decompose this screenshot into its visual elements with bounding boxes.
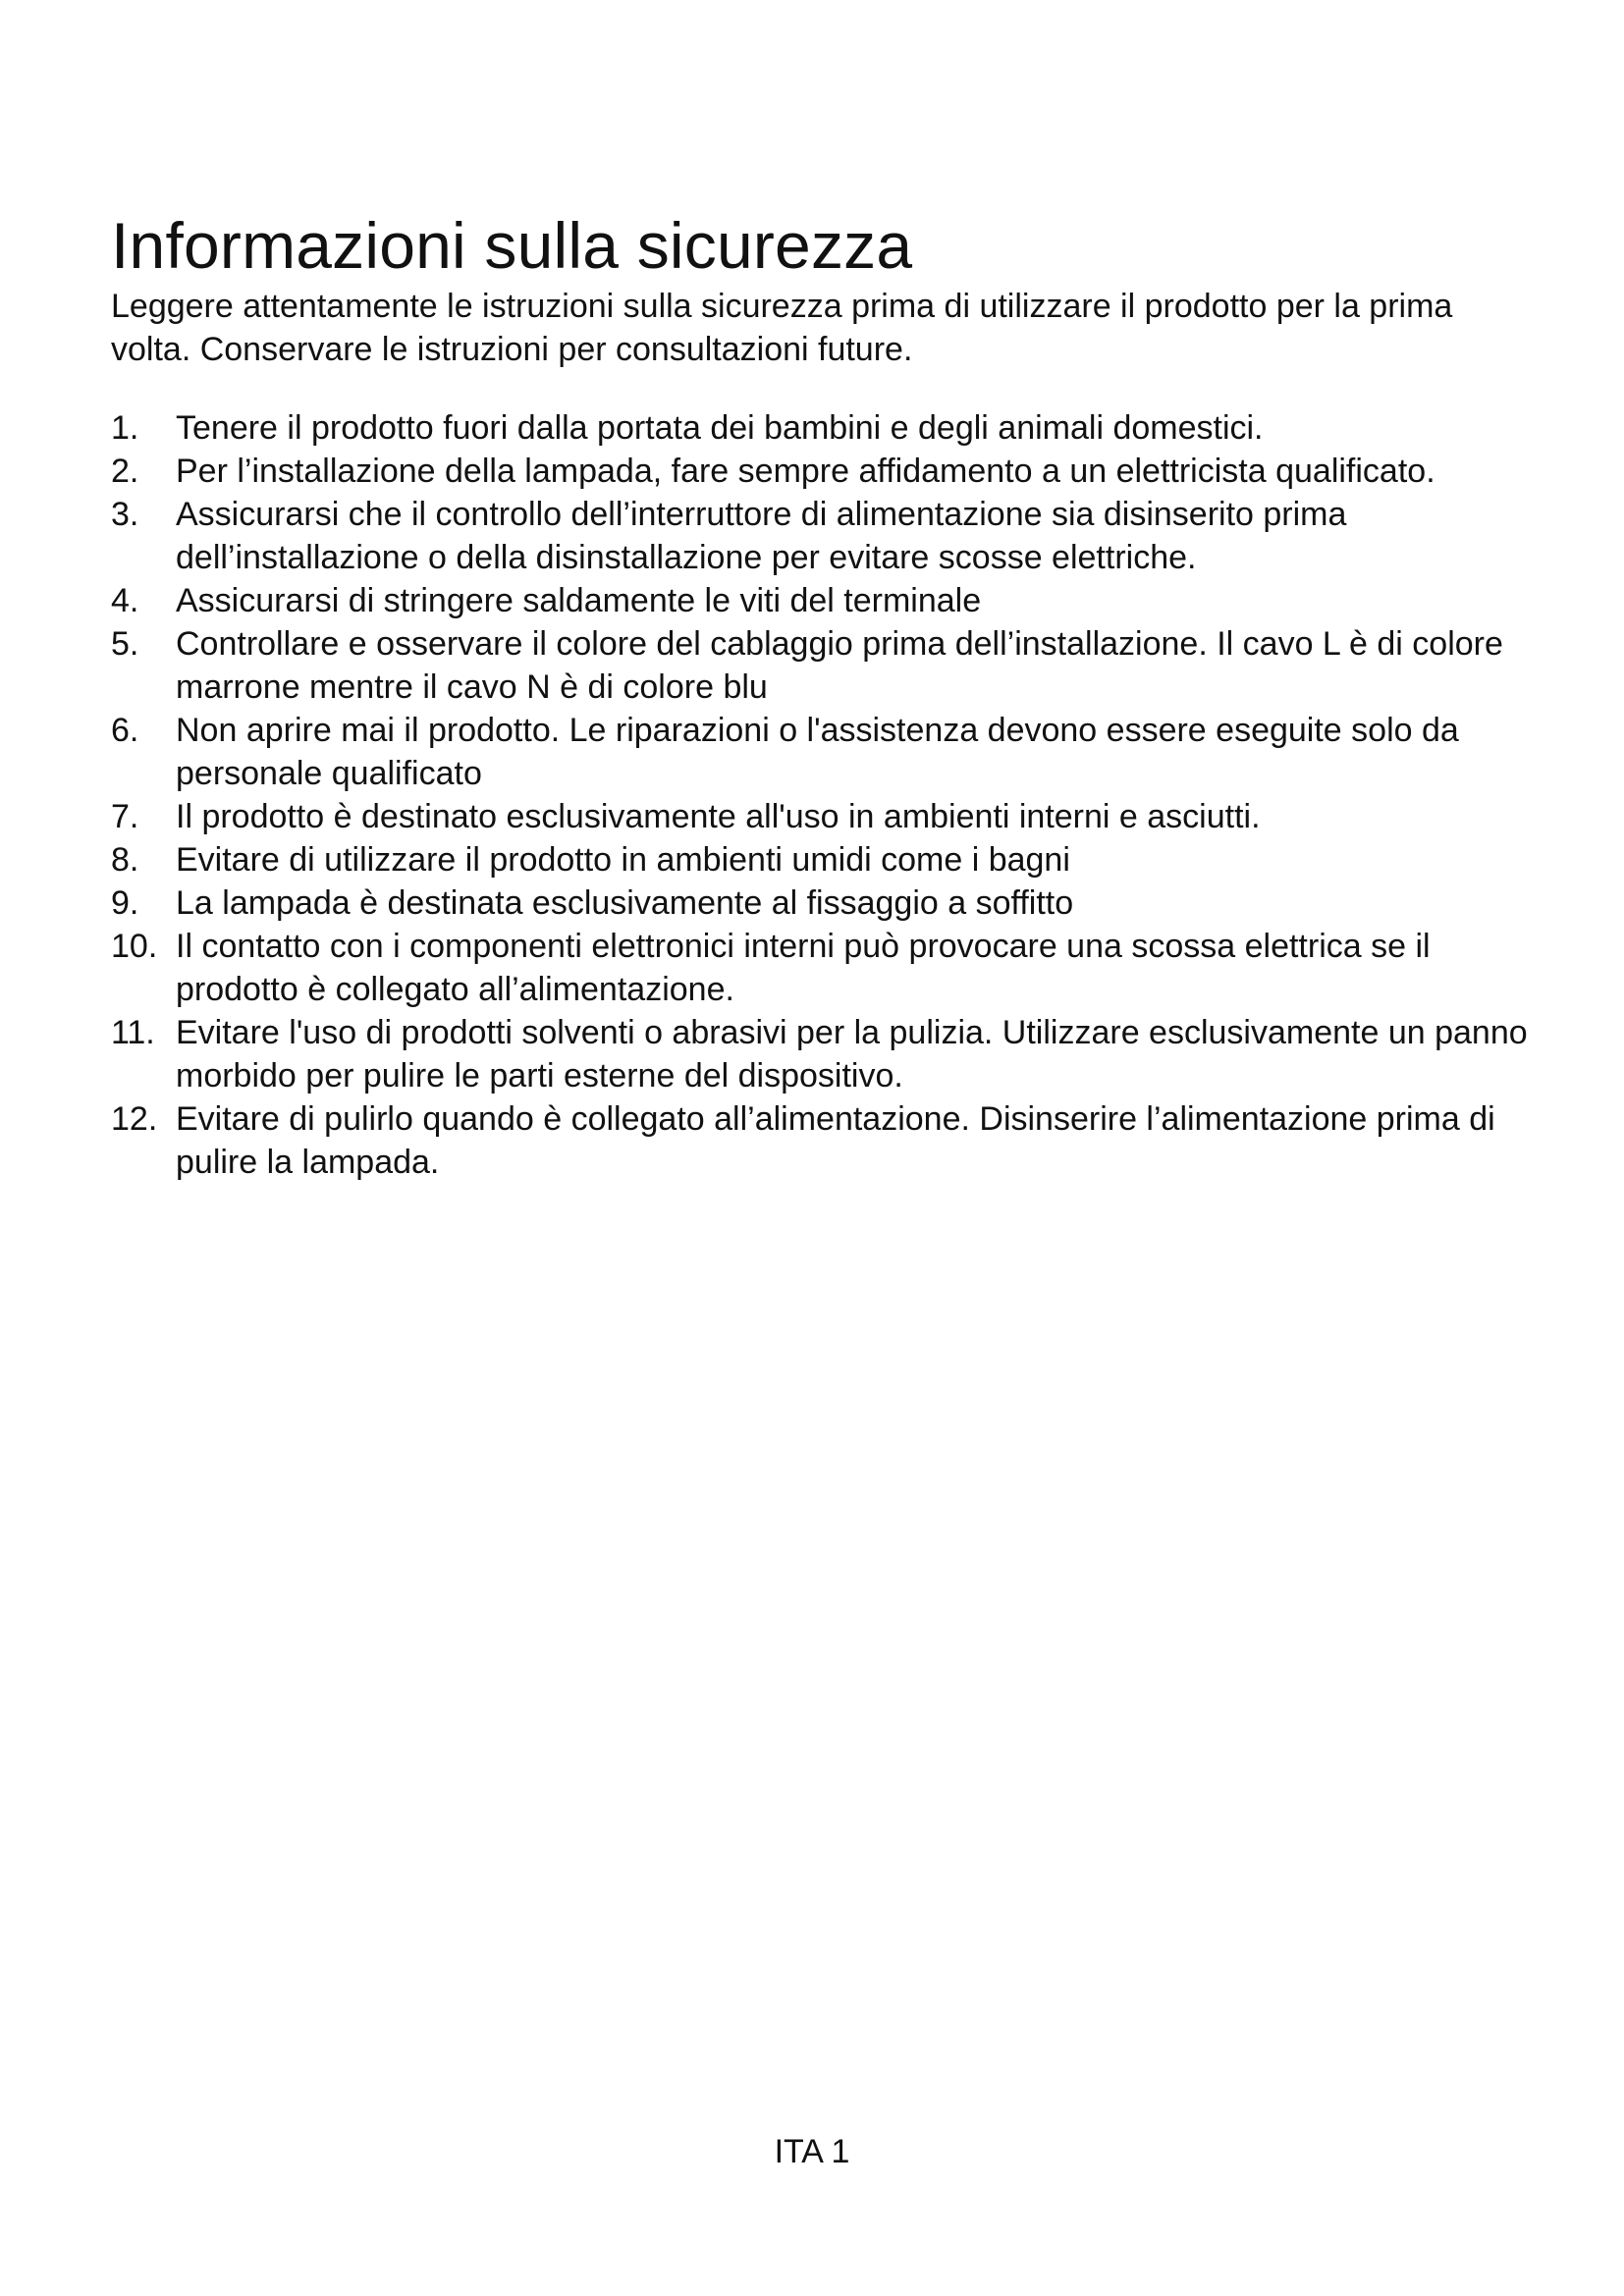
intro-paragraph: Leggere attentamente le istruzioni sulla sicurezza prima di utilizzare il prodotto per la prima volta. Conservare le istruzioni per consultazioni future. [111,288,1453,368]
item-number: 4. [111,582,139,619]
list-item [111,622,1544,709]
item-text: Per l’installazione della lampada, fare sempre affidamento a un elettricista qualificato. [176,453,1435,490]
item-text: Assicurarsi che il controllo dell’interruttore di alimentazione sia disinserito prima dell’installazione o della disinstallazione per evitare scosse elettriche. [176,496,1347,576]
list-item [111,579,1544,622]
item-text: Evitare di pulirlo quando è collegato all’alimentazione. Disinserire l’alimentazione prima di pulire la lampada. [176,1100,1495,1181]
item-text: Controllare e osservare il colore del cablaggio prima dell’installazione. Il cavo L è di colore marrone mentre il cavo N è di colore blu [176,625,1503,706]
item-number: 1. [111,409,139,447]
safety-list [111,406,1544,1184]
list-item [111,1011,1544,1097]
item-number: 9. [111,884,139,922]
list-item [111,881,1544,925]
item-text: Il contatto con i componenti elettronici interni può provocare una scossa elettrica se il prodotto è collegato all’alimentazione. [176,928,1431,1008]
item-text: Evitare l'uso di prodotti solventi o abrasivi per la pulizia. Utilizzare esclusivamente un panno morbido per pulire le parti esterne del dispositivo. [176,1014,1528,1095]
list-item [111,450,1544,493]
list-item [111,493,1544,579]
list-item [111,838,1544,881]
list-item [111,925,1544,1011]
list-item [111,1097,1544,1184]
item-number: 6. [111,712,139,749]
item-number: 8. [111,841,139,879]
item-text: Non aprire mai il prodotto. Le riparazioni o l'assistenza devono essere eseguite solo da personale qualificato [176,712,1459,792]
item-text: Il prodotto è destinato esclusivamente all'uso in ambienti interni e asciutti. [176,798,1261,835]
item-text: Tenere il prodotto fuori dalla portata dei bambini e degli animali domestici. [176,409,1264,447]
page-title: Informazioni sulla sicurezza [111,209,913,282]
list-item [111,795,1544,838]
item-number: 11. [111,1014,155,1051]
item-number: 5. [111,625,139,663]
item-number: 10. [111,928,158,965]
list-item [111,709,1544,795]
item-text: La lampada è destinata esclusivamente al fissaggio a soffitto [176,884,1074,922]
list-item [111,406,1544,450]
item-text: Evitare di utilizzare il prodotto in ambienti umidi come i bagni [176,841,1070,879]
item-number: 2. [111,453,139,490]
item-text: Assicurarsi di stringere saldamente le viti del terminale [176,582,982,619]
item-number: 3. [111,496,139,533]
page-footer: ITA 1 [774,2133,850,2170]
item-number: 12. [111,1100,158,1138]
item-number: 7. [111,798,139,835]
safety-section [111,206,1544,1184]
